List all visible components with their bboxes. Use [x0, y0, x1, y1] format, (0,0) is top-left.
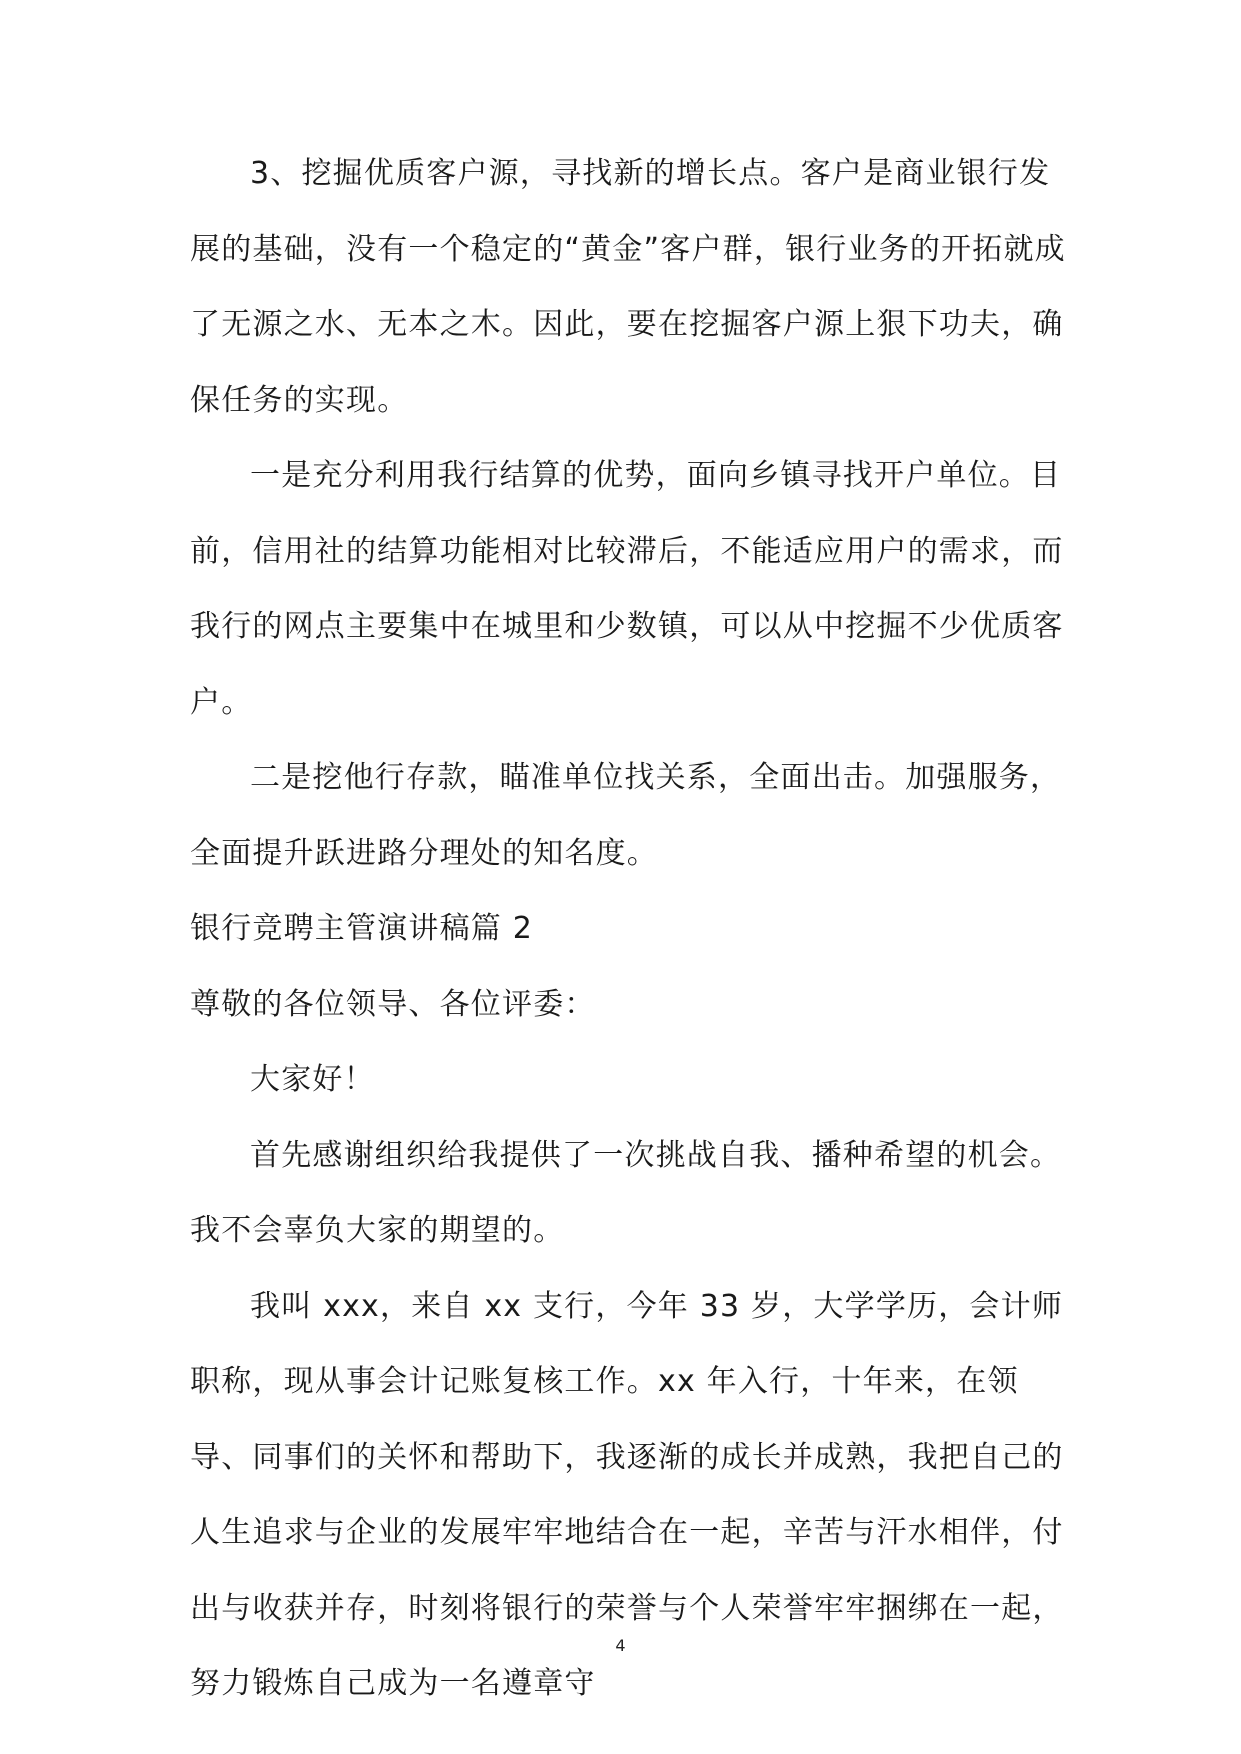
salutation: 尊敬的各位领导、各位评委：	[190, 986, 596, 1022]
paragraph-5: 我叫 xxx，来自 xx 支行，今年 33 岁，大学学历，会计师职称，现从事会计记账复核工作。xx 年入行，十年来，在领导、同事们的关怀和帮助下，我逐渐的成长并成熟，我把自己的人生追求与企业的发展牢牢地结合在一起，辛苦与汗水相伴，付出与收获并存，时刻将银行的荣誉与个人荣誉牢牢捆绑在一起，努力锻炼自己成为一名遵章守	[190, 1288, 1064, 1701]
document-body	[190, 136, 1070, 1722]
paragraph-3: 二是挖他行存款，瞄准单位找关系，全面出击。加强服务，全面提升跃进路分理处的知名度。	[190, 760, 1062, 871]
paragraph-4: 首先感谢组织给我提供了一次挑战自我、播种希望的机会。我不会辜负大家的期望的。	[190, 1137, 1062, 1248]
greeting: 大家好！	[250, 1062, 375, 1097]
paragraph-1: 3、挖掘优质客户源，寻找新的增长点。客户是商业银行发展的基础，没有一个稳定的“黄金”客户群，银行业务的开拓就成了无源之水、无本之木。因此，要在挖掘客户源上狠下功夫，确保任务的实现。	[190, 156, 1066, 418]
paragraph-2: 一是充分利用我行结算的优势，面向乡镇寻找开户单位。目前，信用社的结算功能相对比较滞后，不能适应用户的需求，而我行的网点主要集中在城里和少数镇，可以从中挖掘不少优质客户。	[190, 458, 1064, 720]
page-number: 4	[615, 1636, 626, 1655]
section-heading: 银行竞聘主管演讲稿篇 2	[190, 911, 534, 946]
